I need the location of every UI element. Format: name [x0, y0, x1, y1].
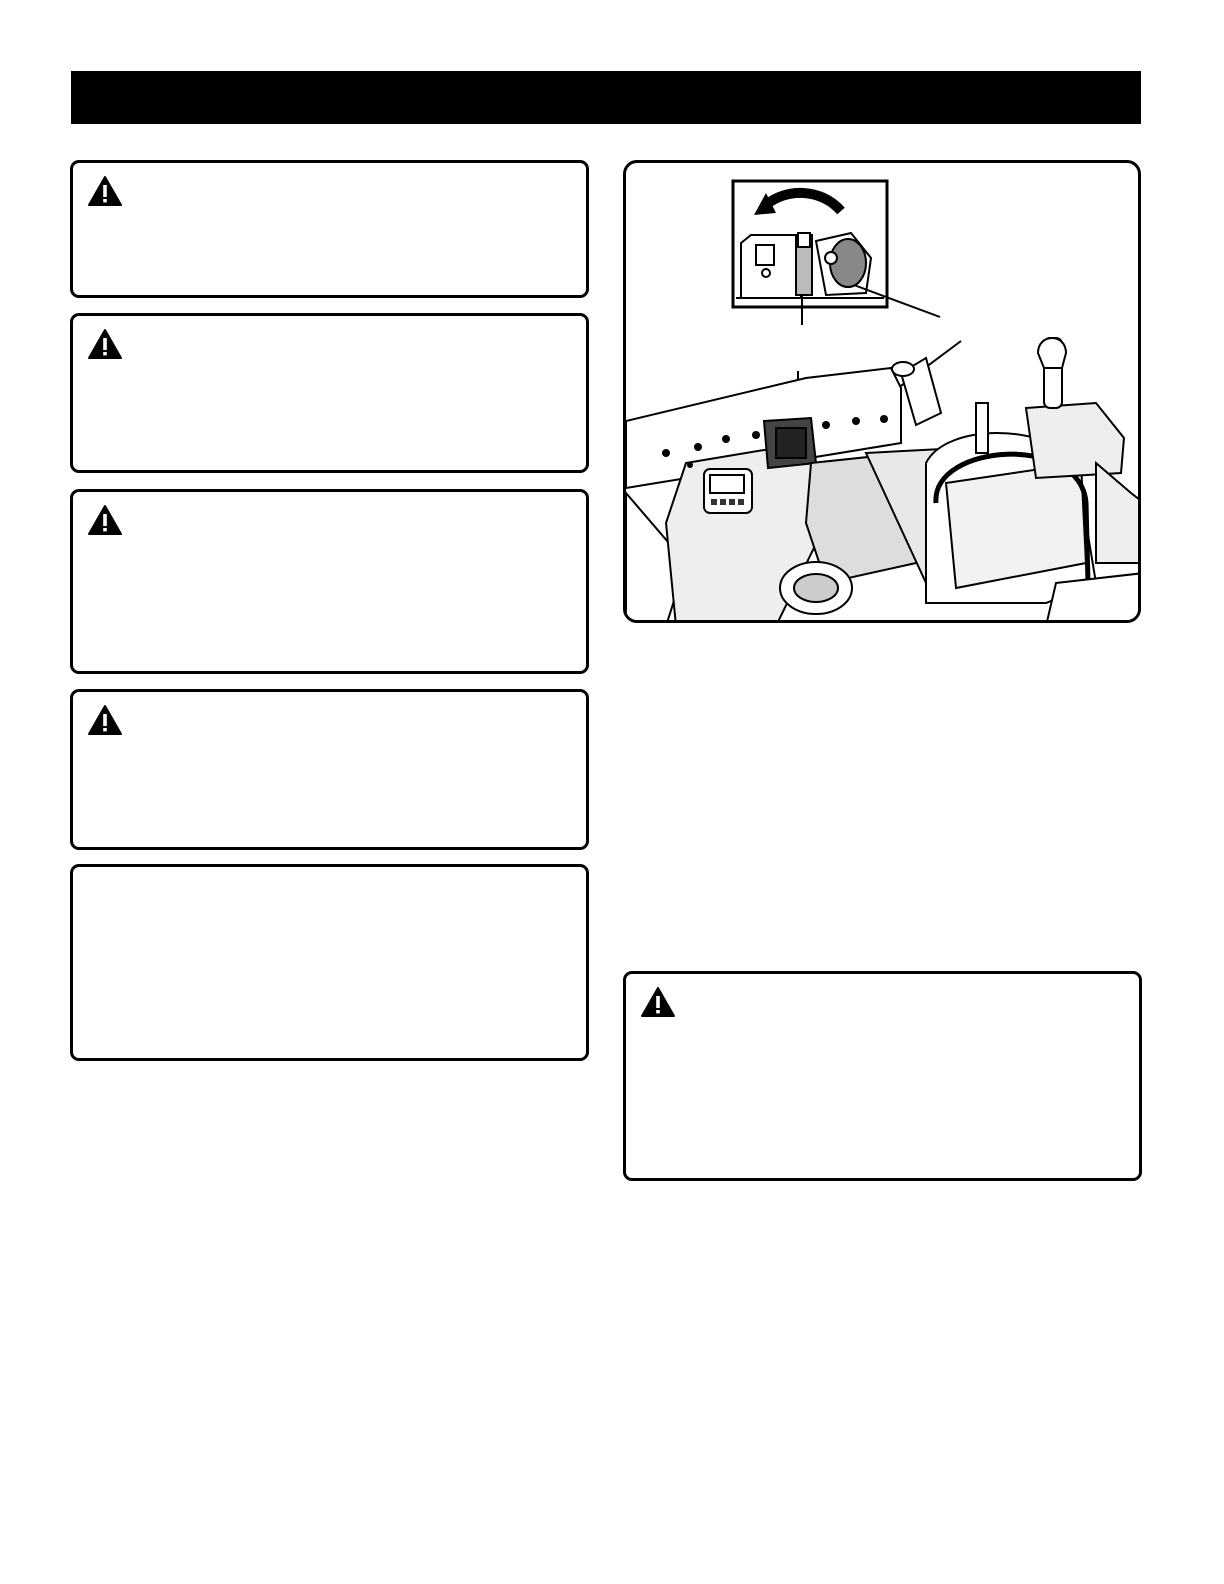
mower-body — [626, 338, 1141, 623]
warning-triangle-icon — [87, 504, 123, 536]
section-header-bar — [71, 71, 1141, 124]
warning-box-5 — [623, 971, 1142, 1181]
warning-triangle-icon — [87, 328, 123, 360]
notice-box — [70, 864, 589, 1061]
warning-box-3 — [70, 489, 589, 674]
warning-triangle-icon — [87, 175, 123, 207]
warning-triangle-icon — [640, 986, 676, 1018]
warning-box-1 — [70, 160, 589, 298]
warning-triangle-icon — [87, 704, 123, 736]
warning-box-4 — [70, 689, 589, 850]
figure-battery-key — [623, 160, 1141, 623]
warning-box-2 — [70, 313, 589, 473]
mower-illustration — [626, 163, 1141, 623]
